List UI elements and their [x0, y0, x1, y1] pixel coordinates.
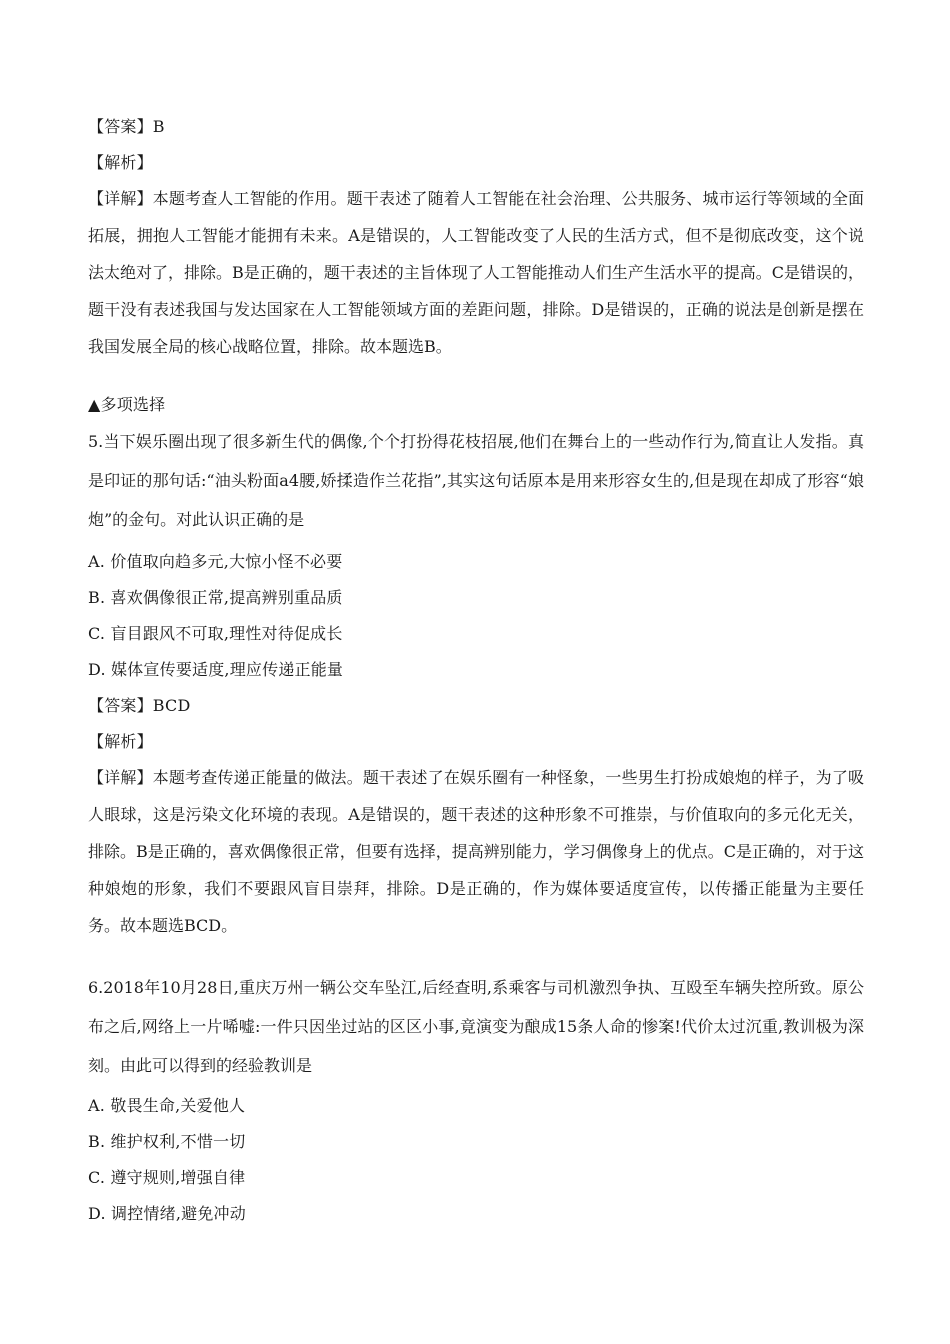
q6-stem: 6.2018年10月28日,重庆万州一辆公交车坠江,后经查明,系乘客与司机激烈争执、互殴至车辆失控所致。原公布之后,网络上一片唏嘘:一件只因坐过站的区区小事,竟演变为酿成15条人命的惨案!代价太过沉重,教训极为深刻。由此可以得到的经验教训是	[88, 978, 864, 1075]
q5-stem: 5.当下娱乐圈出现了很多新生代的偶像,个个打扮得花枝招展,他们在舞台上的一些动作行为,简直让人发指。真是印证的那句话:“油头粉面a4腰,娇揉造作兰花指”,其实这句话原本是用来形容女生的,但是现在却成了形容“娘炮”的金句。对此认识正确的是	[88, 432, 864, 529]
q5-option-c: C. 盲目跟风不可取,理性对待促成长	[88, 624, 343, 643]
q6-option-b: B. 维护权利,不惜一切	[88, 1132, 246, 1151]
q4-analysis-heading: 【解析】	[88, 153, 153, 172]
q5-option-b: B. 喜欢偶像很正常,提高辨别重品质	[88, 588, 343, 607]
q5-option-d: D. 媒体宣传要适度,理应传递正能量	[88, 660, 344, 679]
q6-option-a: A. 敬畏生命,关爱他人	[88, 1096, 246, 1115]
q5-option-a: A. 价值取向趋多元,大惊小怪不必要	[88, 552, 343, 571]
q4-detail: 【详解】本题考查人工智能的作用。题干表述了随着人工智能在社会治理、公共服务、城市运行等领域的全面拓展，拥抱人工智能才能拥有未来。A是错误的，人工智能改变了人民的生活方式，但不是彻底改变，这个说法太绝对了，排除。B是正确的，题干表述的主旨体现了人工智能推动人们生产生活水平的提高。C是错误的，题干没有表述我国与发达国家在人工智能领域方面的差距问题，排除。D是错误的，正确的说法是创新是摆在我国发展全局的核心战略位置，排除。故本题选B。	[88, 189, 865, 356]
q6-option-d: D. 调控情绪,避免冲动	[88, 1204, 246, 1223]
q5-answer: 【答案】BCD	[88, 696, 191, 715]
q5-detail: 【详解】本题考查传递正能量的做法。题干表述了在娱乐圈有一种怪象，一些男生打扮成娘炮的样子，为了吸人眼球，这是污染文化环境的表现。A是错误的，题干表述的这种形象不可推崇，与价值取向的多元化无关，排除。B是正确的，喜欢偶像很正常，但要有选择，提高辨别能力，学习偶像身上的优点。C是正确的，对于这种娘炮的形象，我们不要跟风盲目崇拜，排除。D是正确的，作为媒体要适度宣传，以传播正能量为主要任务。故本题选BCD。	[88, 768, 865, 935]
section-label: ▲多项选择	[88, 395, 166, 414]
q6-option-c: C. 遵守规则,增强自律	[88, 1168, 246, 1187]
q4-answer: 【答案】B	[88, 117, 165, 136]
q5-analysis-heading: 【解析】	[88, 732, 153, 751]
